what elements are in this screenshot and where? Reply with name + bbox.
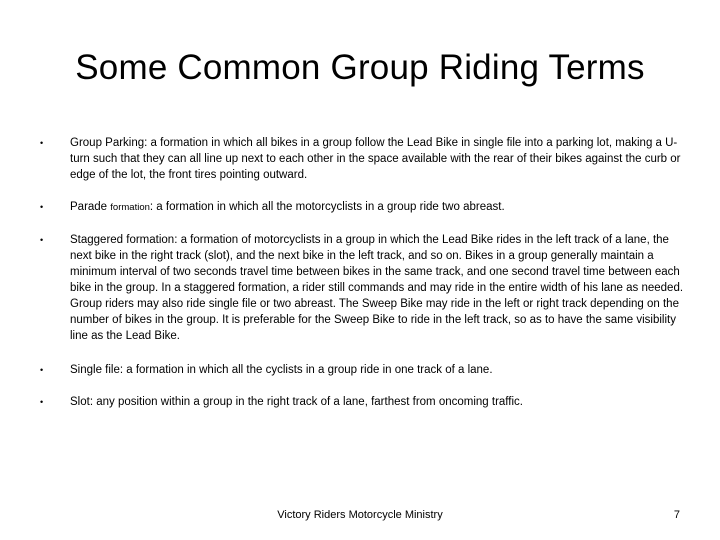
footer-text: Victory Riders Motorcycle Ministry [277,509,443,521]
list-item-staggered-formation [40,232,685,344]
term-text: Single file: a formation in which all the cyclists in a group ride in one track of a lane. [70,364,493,376]
bullet-icon: • [40,202,44,212]
bullet-icon: • [40,235,44,245]
term-rest: : a formation in which all the motorcyclists in a group ride two abreast. [149,201,505,213]
bullet-icon: • [40,397,44,407]
slide-title: Some Common Group Riding Terms [75,48,645,87]
list-item-parade-formation [40,199,685,216]
bullet-icon: • [40,365,44,375]
term-small-word: formation [110,202,150,213]
list-item-slot [40,394,685,410]
list-item-single-file [40,362,685,378]
term-lead: Parade [70,201,111,213]
term-text: Slot: any position within a group in the right track of a lane, farthest from oncoming traffic. [70,396,523,408]
bullet-icon: • [40,138,44,148]
term-text: Staggered formation: a formation of motorcyclists in a group in which the Lead Bike rides in the left track of a lane, the next bike in the right track (slot), and the next bike in the left track, and so on. Bikes in a group generally maintain a minimum interval of two seconds travel time between bikes in the same track, and one second travel time between each bike in the group. In a staggered formation, a rider still commands and may ride in the entire width of his lane as needed. Group riders may also ride single file or two abreast. The Sweep Bike may ride in the left or right track depending on the number of bikes in the group. It is preferable for the Sweep Bike to ride in the left track, so as to have the same visibility line as the Lead Bike. [70,234,684,342]
page-number: 7 [673,509,680,521]
term-text: Group Parking: a formation in which all bikes in a group follow the Lead Bike in single file into a parking lot, making a U-turn such that they can all line up next to each other in the space available with the rear of their bikes against the curb or edge of the lot, the front tires pointing outward. [70,137,681,181]
terms-list [40,135,685,426]
list-item-group-parking [40,135,685,183]
